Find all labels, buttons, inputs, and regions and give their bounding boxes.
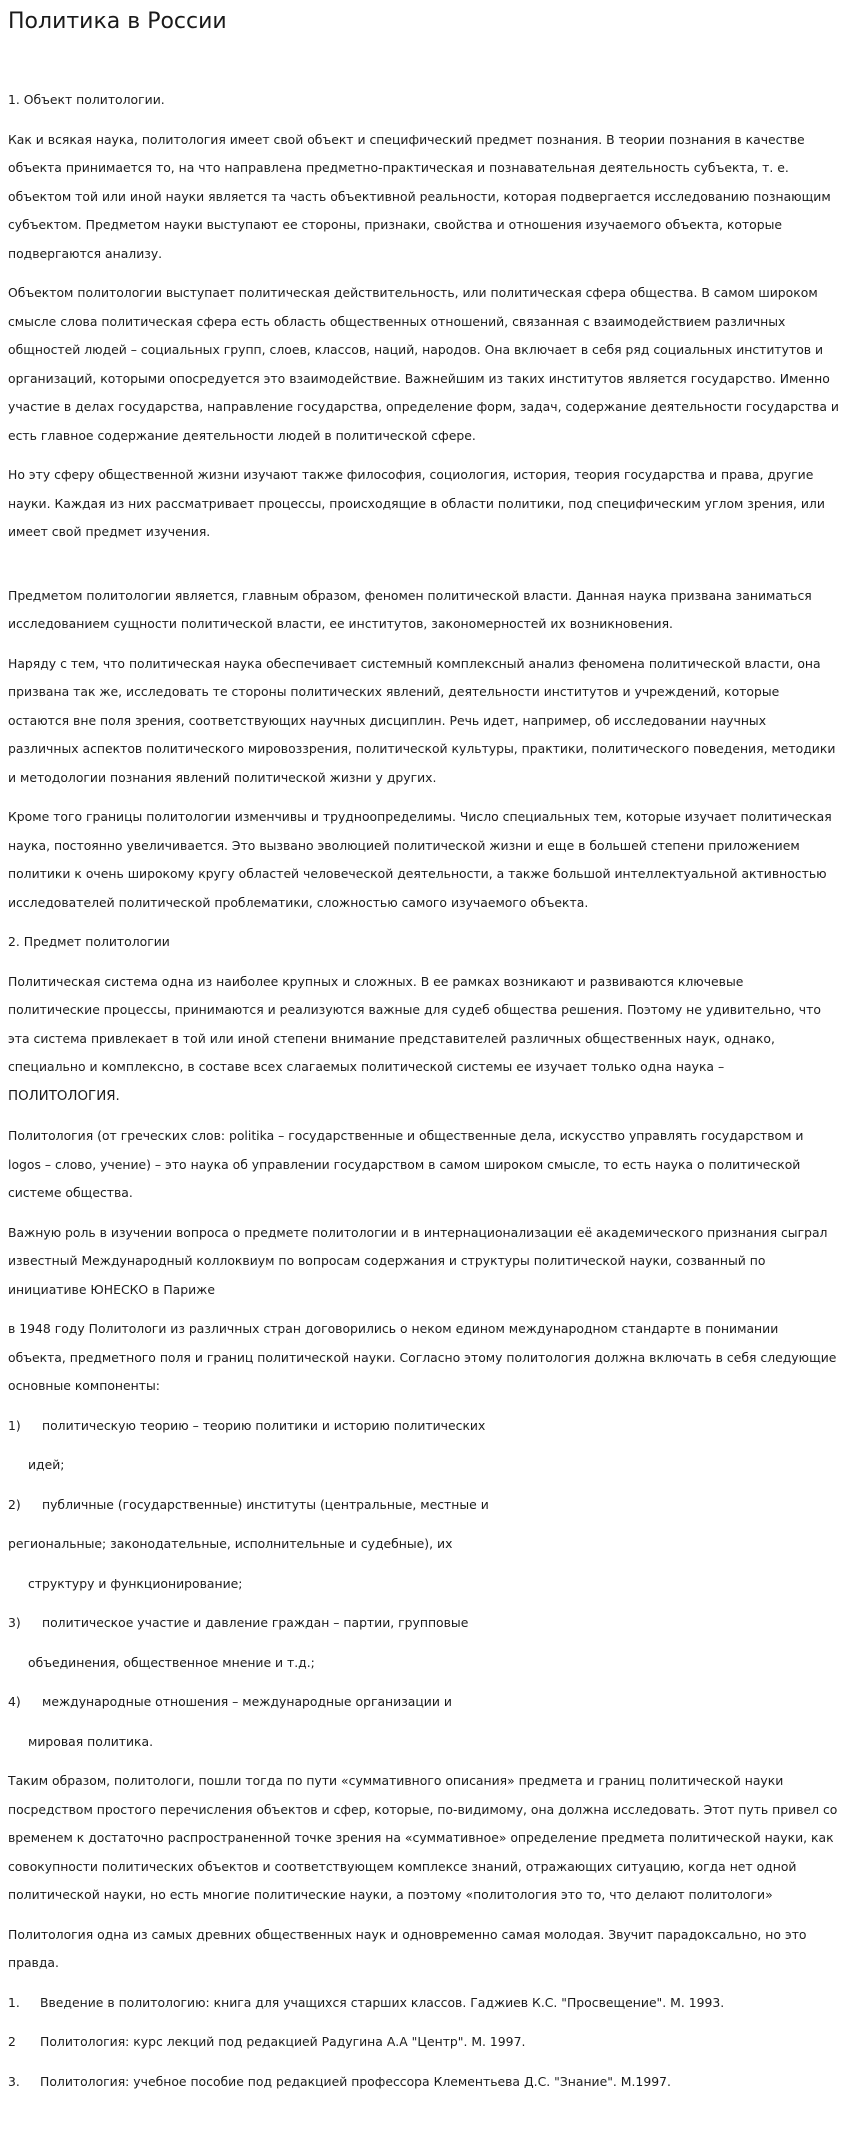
paragraph: Предметом политологии является, главным образом, феномен политической власти. Данная наука призвана заниматься исследованием сущности политической власти, ее институтов, закономерностей их возникновения. — [8, 587, 812, 631]
paragraph: в 1948 году Политологи из различных стран договорились о неком едином международном стандарте в понимании объекта, предметного поля и границ политической науки. Согласно этому политология должна включать в себя следующие основные компоненты: — [8, 1321, 837, 1393]
paragraph — [8, 968, 839, 1112]
list-text: международные отношения – международные организации и — [42, 1694, 452, 1709]
list-item — [8, 1491, 839, 1520]
paragraph: Политология (от греческих слов: politika – государственные и общественные дела, искусство управлять государством и logos – слово, учение) – это наука об управлении государством в самом широком смысле, то есть наука о политической системе общества. — [8, 1128, 804, 1200]
list-text: политическое участие и давление граждан – партии, групповые — [42, 1615, 469, 1630]
paragraph: Важную роль в изучении вопроса о предмете политологии и в интернационализации её академического признания сыграл известный Международный коллоквиум по вопросам содержания и структуры политической науки, созванный по инициативе ЮНЕСКО в Париже — [8, 1224, 828, 1297]
section-heading-subject: 2. Предмет политологии — [8, 934, 170, 949]
list-number: 3) — [8, 1615, 21, 1630]
list-text: политическую теорию – теорию политики и историю политических — [42, 1417, 486, 1433]
paragraph: Как и всякая наука, политология имеет свой объект и специфический предмет познания. В теории познания в качестве объекта принимается то, на что направлена предметно-практическая и познавательная деятельность субъекта, т. е. объектом той или иной науки является та часть объективной реальности, которая подвергается исследованию познающим субъектом. Предметом науки выступают ее стороны, признаки, свойства и отношения изучаемого объекта, которые подвергаются анализу. — [8, 131, 831, 261]
list-number: 2) — [8, 1496, 21, 1512]
reference-item — [8, 2028, 839, 2057]
paragraph-text: Политическая система одна из наиболее крупных и сложных. В ее рамках возникают и развиваются ключевые политические процессы, принимаются и реализуются важные для судеб общества решения. Поэтому не удивительно, что эта система привлекает в той или иной степени внимание представителей различных общественных наук, однако, специально и комплексно, в составе всех слагаемых политической системы ее изучает только одна наука – — [8, 973, 821, 1074]
paragraph: Но эту сферу общественной жизни изучают также философия, социология, история, теория государства и права, другие науки. Каждая из них рассматривает процессы, происходящие в области политики, под специфическим углом зрения, или имеет свой предмет изучения. — [8, 467, 825, 539]
reference-item — [8, 1989, 839, 2018]
list-item-continuation: мировая политика. — [28, 1733, 154, 1749]
page-title: Политика в России — [8, 9, 227, 34]
list-item — [8, 1609, 839, 1638]
reference-text: Политология: учебное пособие под редакцией профессора Клементьева Д.С. "Знание". М.1997. — [40, 2073, 671, 2089]
list-item-continuation: структуру и функционирование; — [28, 1575, 243, 1591]
reference-text: Введение в политологию: книга для учащихся старших классов. Гаджиев К.С. "Просвещение". М. 1993. — [40, 1994, 725, 2010]
list-item-continuation: объединения, общественное мнение и т.д.; — [28, 1654, 315, 1670]
reference-number: 3. — [8, 2073, 20, 2089]
list-item — [8, 1412, 839, 1441]
reference-number: 1. — [8, 1994, 20, 2010]
list-number: 4) — [8, 1694, 21, 1709]
reference-number: 2 — [8, 2034, 16, 2049]
paragraph: Наряду с тем, что политическая наука обеспечивает системный комплексный анализ феномена политической власти, она призвана так же, исследовать те стороны политических явлений, деятельности институтов и учреждений, которые остаются вне поля зрения, соответствующих научных дисциплин. Речь идет, например, об исследовании научных различных аспектов политического мировоззрения, политической культуры, практики, политического поведения, методики и методологии познания явлений политической жизни у других. — [8, 655, 836, 785]
paragraph: Политология одна из самых древних общественных наук и одновременно самая молодая. Звучит парадоксально, но это правда. — [8, 1926, 807, 1970]
paragraph: Кроме того границы политологии изменчивы и трудноопределимы. Число специальных тем, которые изучает политическая наука, постоянно увеличивается. Это вызвано эволюцией политической жизни и еще в большей степени приложением политики к очень широкому кругу областей человеческой деятельности, а также большой интеллектуальной активностью исследователей политической проблематики, сложностью самого изучаемого объекта. — [8, 809, 832, 910]
references-list — [8, 1989, 839, 2097]
list-item-continuation: идей; — [28, 1457, 65, 1472]
list-text: публичные (государственные) институты (центральные, местные и — [42, 1496, 489, 1512]
list-number: 1) — [8, 1417, 21, 1433]
paragraph: Таким образом, политологи, пошли тогда по пути «суммативного описания» предмета и границ политической науки посредством простого перечисления объектов и сфер, которые, по-видимому, она должна исследовать. Этот путь привел со временем к достаточно распространенной точке зрения на «суммативное» определение предмета политической науки, как совокупности политических объектов и соответствующем комплексе знаний, отражающих ситуацию, когда нет одной политической науки, но есть многие политические науки, а поэтому «политология это то, что делают политологи» — [8, 1773, 838, 1902]
reference-text: Политология: курс лекций под редакцией Радугина А.А "Центр". М. 1997. — [40, 2034, 526, 2049]
section-heading-object: 1. Объект политологии. — [8, 92, 165, 107]
list-item — [8, 1688, 839, 1717]
paragraph: Объектом политологии выступает политическая действительность, или политическая сфера общества. В самом широком смысле слова политическая сфера есть область общественных отношений, связанная с взаимодействием различных общностей людей – социальных групп, слоев, классов, наций, народов. Она включает в себя ряд социальных институтов и организаций, которыми опосредуется это взаимодействие. Важнейшим из таких институтов является государство. Именно участие в делах государства, направление государства, определение форм, задач, содержание деятельности государства и есть главное содержание деятельности людей в политической сфере. — [8, 285, 839, 443]
reference-item — [8, 2068, 839, 2097]
list-item-continuation: региональные; законодательные, исполнительные и судебные), их — [8, 1536, 453, 1551]
paragraph-text-emphasis: ПОЛИТОЛОГИЯ. — [8, 1088, 120, 1104]
spacer — [8, 558, 839, 582]
